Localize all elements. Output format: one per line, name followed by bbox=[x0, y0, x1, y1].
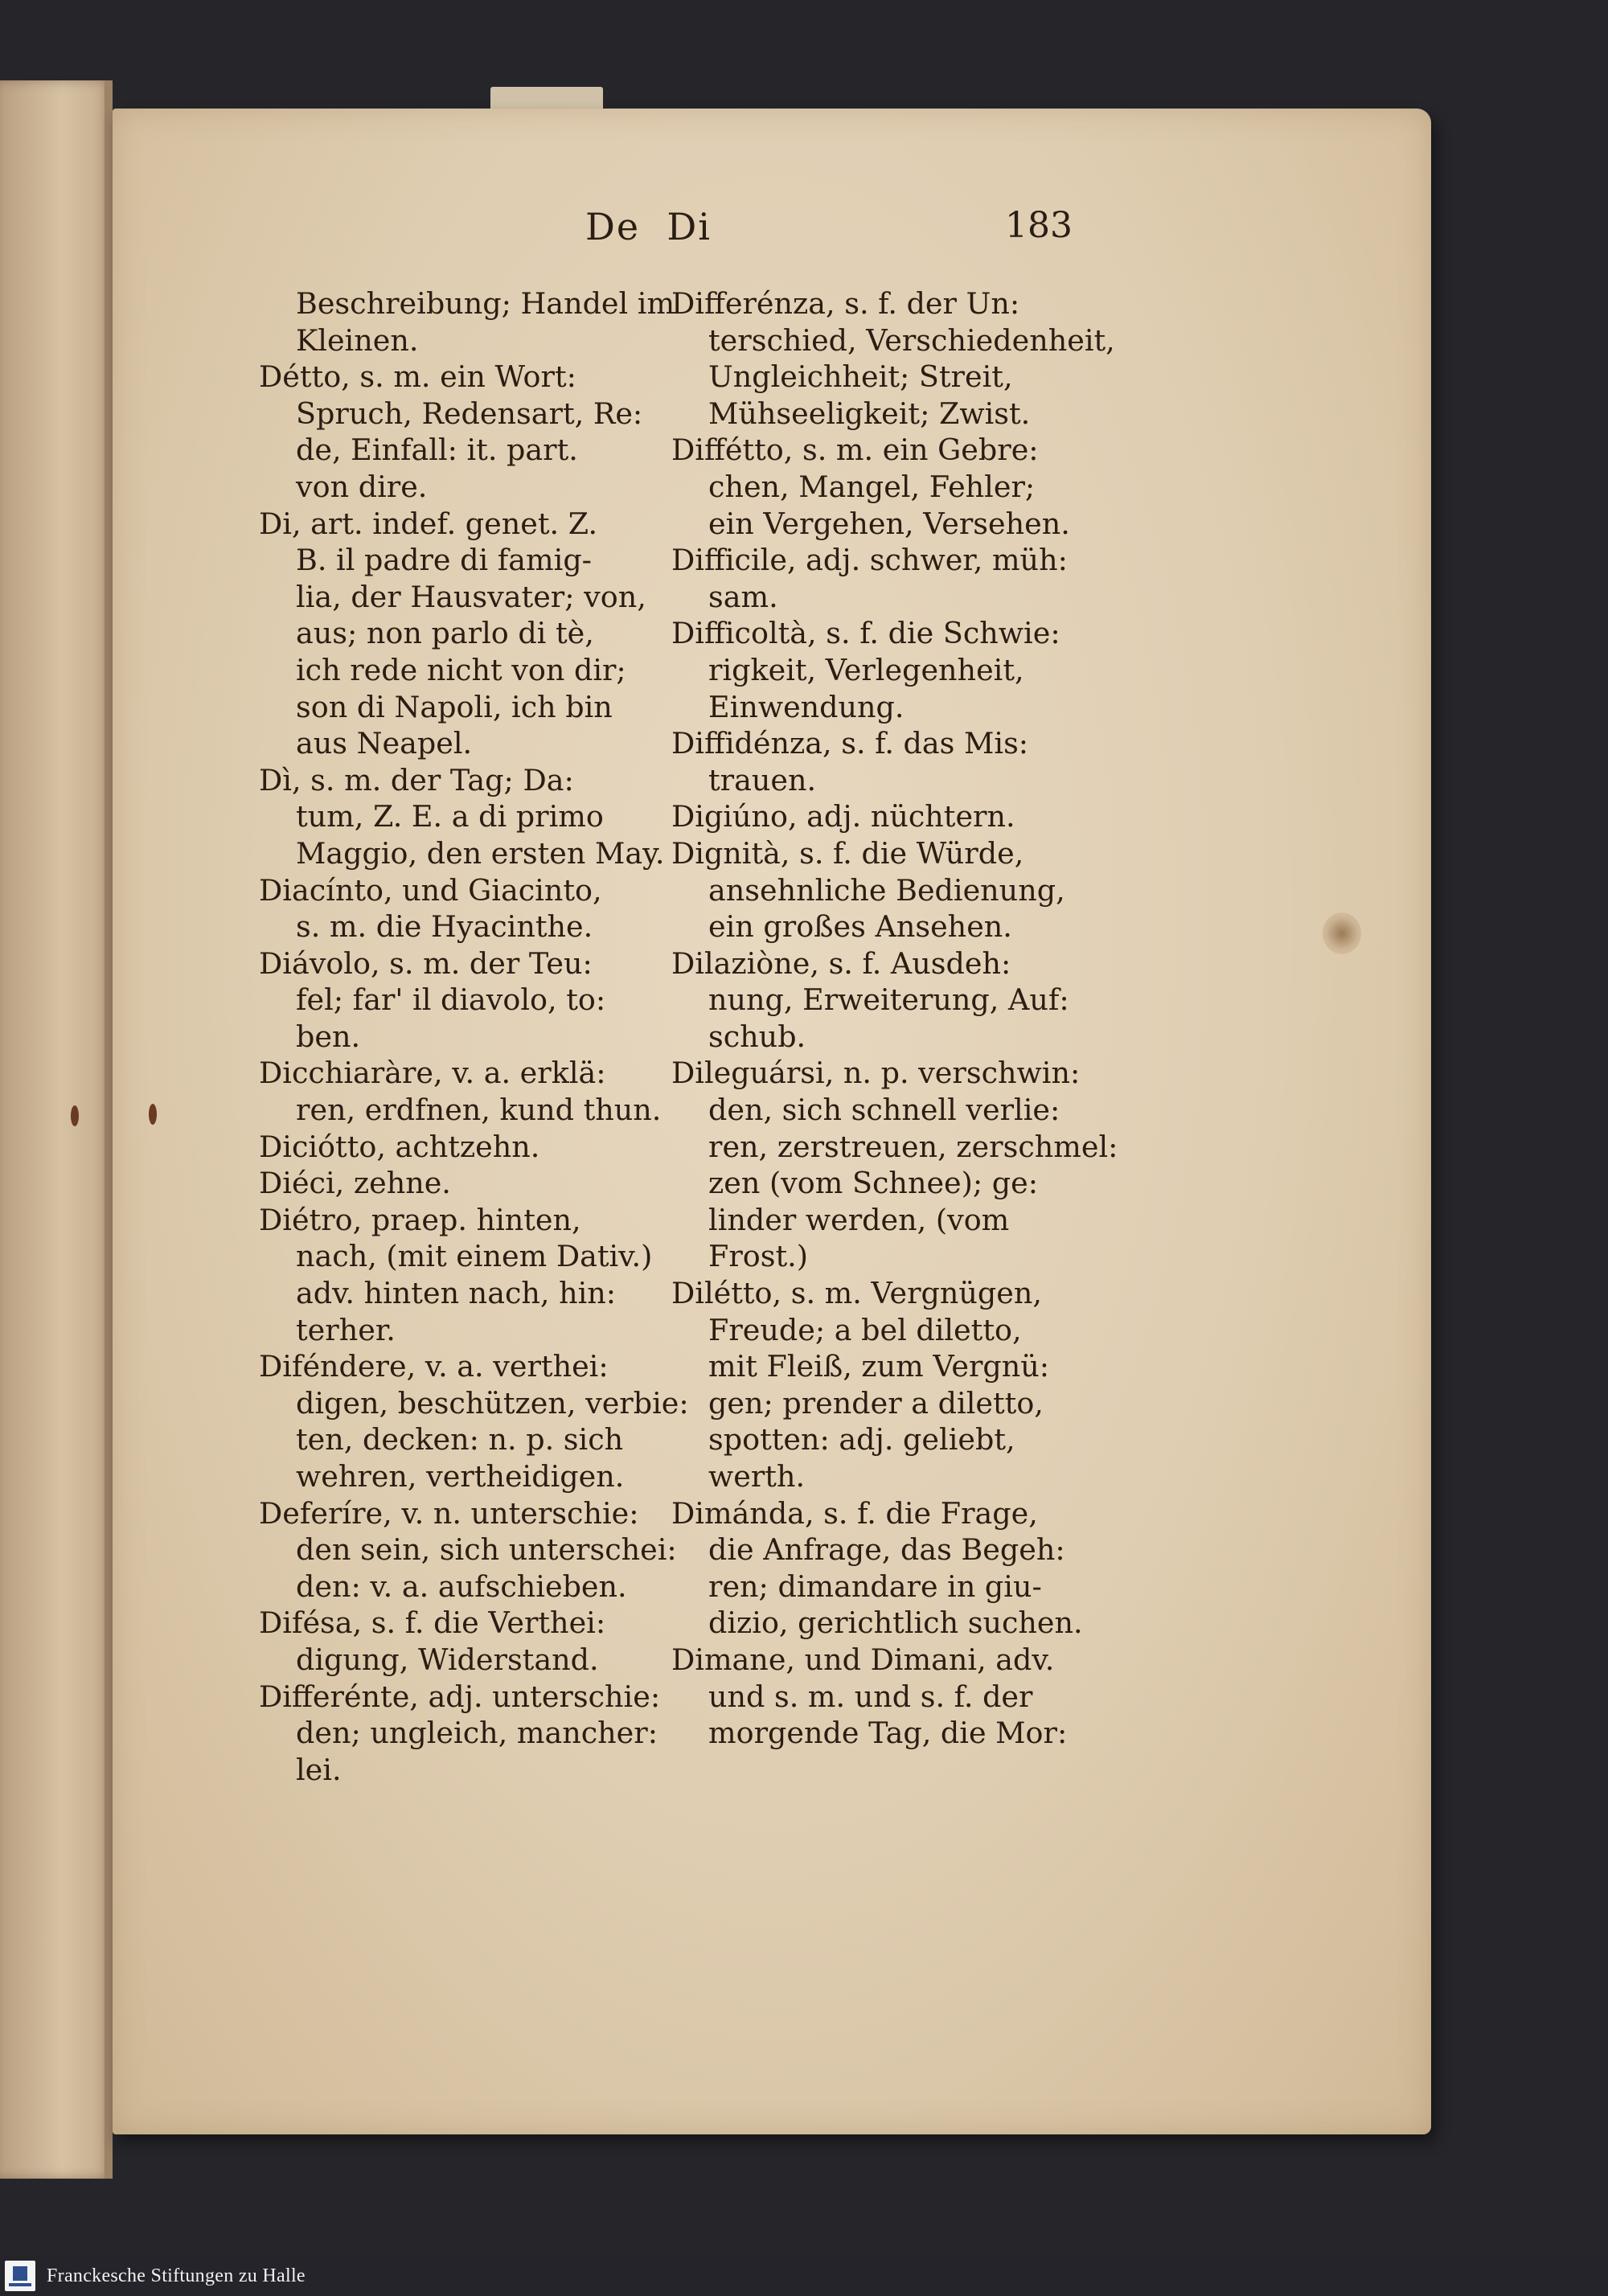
left-column bbox=[259, 285, 689, 1788]
entry-headword-line: Diféndere, v. a. verthei: bbox=[259, 1349, 609, 1384]
entry-continuation-line: werth. bbox=[708, 1459, 806, 1494]
entry-continuation-line: adv. hinten nach, hin: bbox=[296, 1276, 617, 1311]
entry-continuation-line: von dire. bbox=[296, 469, 428, 504]
entry-continuation-line: ten, decken: n. p. sich bbox=[296, 1422, 624, 1458]
entry-continuation-line: Beschreibung; Handel im bbox=[296, 286, 675, 321]
entry-headword-line: Digiúno, adj. nüchtern. bbox=[671, 799, 1015, 834]
entry-headword-line: Dì, s. m. der Tag; Da: bbox=[259, 762, 574, 797]
entry-continuation-line: Einwendung. bbox=[708, 689, 904, 724]
entry-continuation-line: schub. bbox=[708, 1019, 806, 1054]
entry-continuation-line: Spruch, Redensart, Re: bbox=[296, 396, 643, 431]
gutter-shadow bbox=[105, 80, 113, 2179]
entry-continuation-line: son di Napoli, ich bin bbox=[296, 689, 613, 724]
entry-continuation-line: und s. m. und s. f. der bbox=[708, 1679, 1033, 1714]
entry-headword-line: Differénte, adj. unterschie: bbox=[259, 1679, 661, 1714]
entry-continuation-line: gen; prender a diletto, bbox=[708, 1385, 1044, 1421]
entry-continuation-line: morgende Tag, die Mor: bbox=[708, 1716, 1068, 1751]
institution-credit: Franckesche Stiftungen zu Halle bbox=[47, 2265, 306, 2286]
entry-continuation-line: Frost.) bbox=[708, 1239, 808, 1274]
page-number: 183 bbox=[1005, 205, 1073, 246]
entry-headword-line: Dimane, und Dimani, adv. bbox=[671, 1642, 1055, 1677]
entry-continuation-line: den; ungleich, mancher: bbox=[296, 1716, 658, 1751]
entry-headword-line: Diciótto, achtzehn. bbox=[259, 1129, 540, 1164]
entry-continuation-line: nach, (mit einem Dativ.) bbox=[296, 1239, 653, 1274]
entry-continuation-line: aus Neapel. bbox=[296, 726, 473, 761]
paper-speck bbox=[71, 1105, 79, 1126]
entry-headword-line: Diffidénza, s. f. das Mis: bbox=[671, 726, 1029, 761]
entry-continuation-line: die Anfrage, das Begeh: bbox=[708, 1532, 1065, 1568]
entry-continuation-line: den, sich schnell verlie: bbox=[708, 1093, 1060, 1128]
header-guide-words: De Di bbox=[585, 205, 712, 248]
entry-continuation-line: ren, erdfnen, kund thun. bbox=[296, 1093, 662, 1128]
entry-headword-line: Diéci, zehne. bbox=[259, 1166, 451, 1201]
entry-headword-line: Diffétto, s. m. ein Gebre: bbox=[671, 433, 1039, 468]
entry-headword-line: Difficile, adj. schwer, müh: bbox=[671, 543, 1068, 578]
entry-headword-line: Difficoltà, s. f. die Schwie: bbox=[671, 616, 1060, 651]
entry-continuation-line: ren; dimandare in giu- bbox=[708, 1568, 1042, 1604]
entry-continuation-line: ein Vergehen, Versehen. bbox=[708, 506, 1070, 541]
entry-continuation-line: aus; non parlo di tè, bbox=[296, 616, 594, 651]
entry-continuation-line: rigkeit, Verlegenheit, bbox=[708, 652, 1024, 687]
paper-stain bbox=[1323, 912, 1361, 954]
entry-continuation-line: tum, Z. E. a di primo bbox=[296, 799, 604, 834]
entry-headword-line: Di, art. indef. genet. Z. bbox=[259, 506, 598, 541]
entry-continuation-line: trauen. bbox=[708, 762, 817, 797]
entry-continuation-line: B. il padre di famig- bbox=[296, 543, 593, 578]
entry-headword-line: Dilétto, s. m. Vergnügen, bbox=[671, 1276, 1042, 1311]
entry-headword-line: Deferíre, v. n. unterschie: bbox=[259, 1495, 639, 1531]
running-header bbox=[0, 205, 1073, 253]
entry-headword-line: Dicchiaràre, v. a. erklä: bbox=[259, 1056, 606, 1091]
entry-continuation-line: Maggio, den ersten May. bbox=[296, 835, 665, 871]
entry-headword-line: Difésa, s. f. die Verthei: bbox=[259, 1605, 606, 1641]
institution-logo-icon bbox=[5, 2261, 35, 2291]
entry-continuation-line: ren, zerstreuen, zerschmel: bbox=[708, 1129, 1118, 1164]
right-column bbox=[671, 285, 1118, 1752]
entry-continuation-line: ich rede nicht von dir; bbox=[296, 652, 626, 687]
entry-continuation-line: digung, Widerstand. bbox=[296, 1642, 599, 1677]
entry-continuation-line: lei. bbox=[296, 1752, 342, 1787]
entry-continuation-line: sam. bbox=[708, 579, 778, 614]
entry-continuation-line: Mühseeligkeit; Zwist. bbox=[708, 396, 1031, 431]
entry-headword-line: Diávolo, s. m. der Teu: bbox=[259, 945, 593, 981]
entry-continuation-line: zen (vom Schnee); ge: bbox=[708, 1166, 1039, 1201]
entry-headword-line: Dilaziòne, s. f. Ausdeh: bbox=[671, 945, 1011, 981]
entry-headword-line: Diétro, praep. hinten, bbox=[259, 1202, 581, 1237]
entry-continuation-line: terschied, Verschiedenheit, bbox=[708, 322, 1115, 358]
paper-speck bbox=[149, 1104, 157, 1125]
entry-continuation-line: Freude; a bel diletto, bbox=[708, 1312, 1022, 1347]
entry-continuation-line: wehren, vertheidigen. bbox=[296, 1459, 625, 1494]
entry-headword-line: Dimánda, s. f. die Frage, bbox=[671, 1495, 1038, 1531]
entry-continuation-line: ansehnliche Bedienung, bbox=[708, 872, 1065, 908]
facing-page-edge bbox=[0, 80, 113, 2179]
entry-continuation-line: lia, der Hausvater; von, bbox=[296, 579, 646, 614]
entry-continuation-line: den sein, sich unterschei: bbox=[296, 1532, 677, 1568]
entry-continuation-line: nung, Erweiterung, Auf: bbox=[708, 982, 1069, 1018]
entry-headword-line: Dileguársi, n. p. verschwin: bbox=[671, 1056, 1081, 1091]
entry-continuation-line: chen, Mangel, Fehler; bbox=[708, 469, 1036, 504]
entry-continuation-line: terher. bbox=[296, 1312, 396, 1347]
entry-continuation-line: ein großes Ansehen. bbox=[708, 909, 1012, 945]
entry-headword-line: Diacínto, und Giacinto, bbox=[259, 872, 602, 908]
credit-bar bbox=[0, 2256, 1608, 2296]
entry-headword-line: Détto, s. m. ein Wort: bbox=[259, 359, 576, 395]
entry-continuation-line: Ungleichheit; Streit, bbox=[708, 359, 1013, 395]
entry-headword-line: Dignità, s. f. die Würde, bbox=[671, 835, 1024, 871]
entry-continuation-line: Kleinen. bbox=[296, 322, 419, 358]
entry-continuation-line: spotten: adj. geliebt, bbox=[708, 1422, 1015, 1458]
entry-continuation-line: linder werden, (vom bbox=[708, 1202, 1010, 1237]
entry-continuation-line: de, Einfall: it. part. bbox=[296, 433, 578, 468]
entry-continuation-line: dizio, gerichtlich suchen. bbox=[708, 1605, 1083, 1641]
entry-continuation-line: den: v. a. aufschieben. bbox=[296, 1568, 627, 1604]
entry-continuation-line: s. m. die Hyacinthe. bbox=[296, 909, 593, 945]
entry-continuation-line: digen, beschützen, verbie: bbox=[296, 1385, 689, 1421]
entry-continuation-line: mit Fleiß, zum Vergnü: bbox=[708, 1349, 1050, 1384]
entry-continuation-line: ben. bbox=[296, 1019, 361, 1054]
entry-headword-line: Differénza, s. f. der Un: bbox=[671, 286, 1020, 321]
entry-continuation-line: fel; far' il diavolo, to: bbox=[296, 982, 606, 1018]
